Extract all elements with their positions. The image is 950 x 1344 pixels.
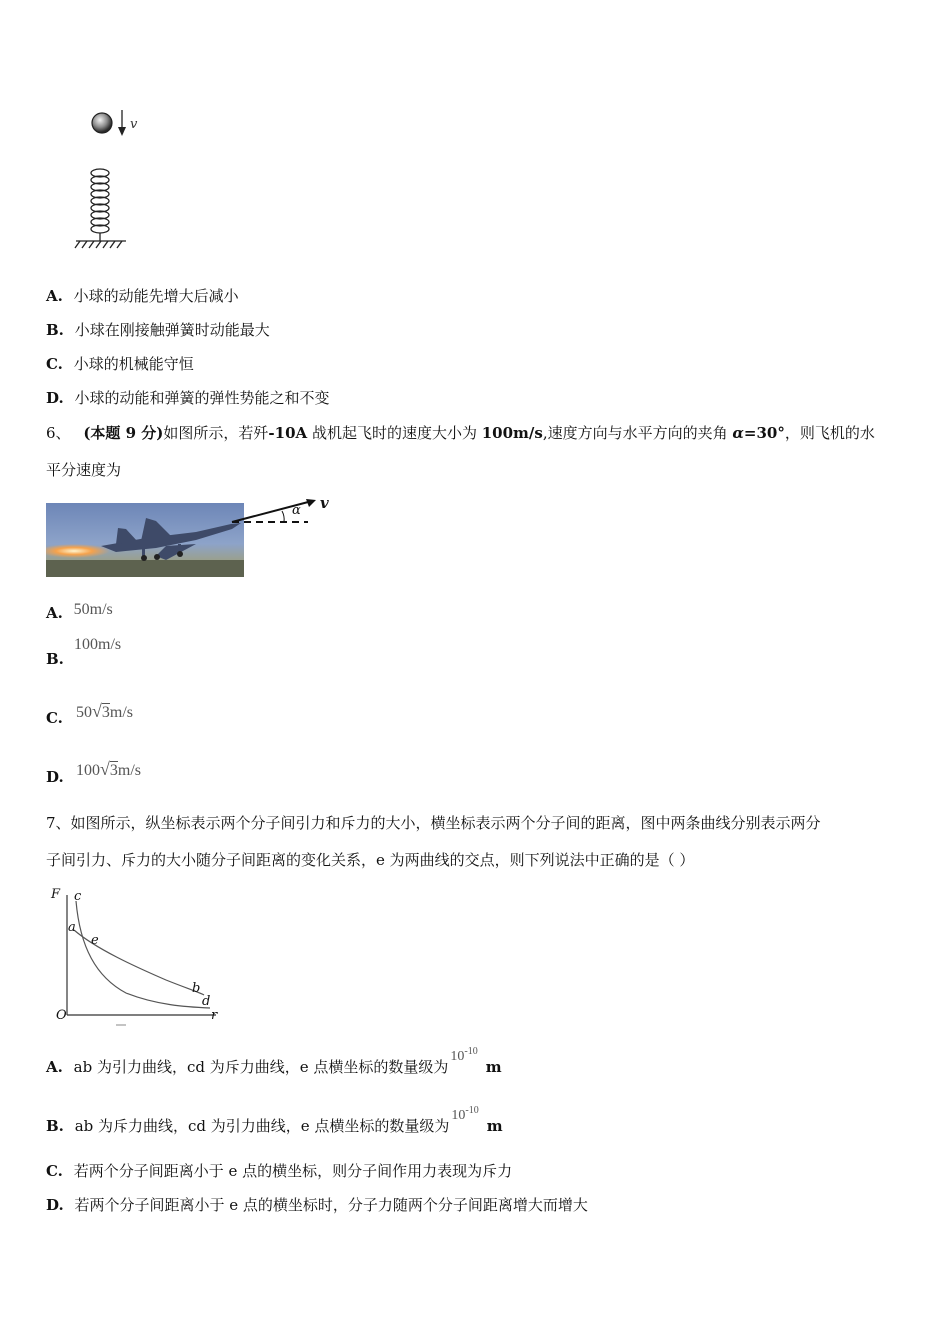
power-exponent: -10 — [464, 1046, 478, 1057]
option-text: 若两个分子间距离小于 e 点的横坐标时，分子力随两个分子间距离增大而增大 — [74, 1196, 588, 1214]
q5-option-b[interactable] — [46, 320, 270, 340]
q6-option-c-letter-row — [46, 708, 63, 728]
label-c: c — [74, 889, 82, 904]
force-curves — [46, 887, 231, 1033]
option-text: 小球的机械能守恒 — [73, 355, 194, 373]
option-unit: m — [485, 1058, 502, 1076]
label-e: e — [91, 933, 99, 948]
option-letter: B. — [46, 321, 64, 339]
option-text: ab 为引力曲线，cd 为斥力曲线，e 点横坐标的数量级为 — [73, 1058, 449, 1076]
sqrt-sign: √ — [100, 759, 110, 779]
q6-option-b-letter-row — [46, 649, 64, 669]
velocity-label: v — [320, 494, 329, 512]
jet-figure — [46, 494, 336, 580]
q7-stem-line2: 子间引力、斥力的大小随分子间距离的变化关系，e 为两曲线的交点，则下列说法中正确的是（ ） — [46, 851, 695, 869]
option-letter: C. — [46, 355, 63, 373]
power-exponent: -10 — [465, 1105, 479, 1116]
power-base: 10 — [450, 1049, 465, 1064]
option-letter: C. — [46, 709, 63, 727]
ball-spring-diagram — [70, 100, 150, 255]
option-unit: m/s — [117, 762, 142, 779]
option-letter: A. — [46, 1058, 63, 1076]
label-b: b — [192, 981, 201, 996]
option-radicand: 3 — [109, 762, 118, 779]
force-distance-graph — [46, 887, 231, 1033]
option-text: 小球的动能先增大后减小 — [73, 287, 239, 305]
option-coef: 50 — [76, 704, 92, 721]
option-coef: 100 — [76, 762, 100, 779]
figure-ball-spring — [70, 100, 150, 255]
option-letter: B. — [46, 1117, 64, 1135]
question-meta: (本题 9 分) — [83, 424, 164, 442]
q5-option-d[interactable] — [46, 388, 330, 408]
sqrt-sign: √ — [92, 701, 102, 721]
option-letter: C. — [46, 1162, 63, 1180]
option-letter: A. — [46, 604, 63, 622]
label-a: a — [68, 920, 76, 935]
q7-option-c[interactable] — [46, 1161, 512, 1181]
question-number: 6、 — [46, 424, 71, 442]
q7-stem-line1: 7、如图所示，纵坐标表示两个分子间引力和斥力的大小，横坐标表示两个分子间的距离，图中两条曲线分别表示两分 — [46, 814, 821, 832]
option-value: 100m/s — [74, 636, 122, 653]
option-letter: A. — [46, 287, 63, 305]
ground — [75, 241, 126, 248]
label-d: d — [202, 994, 211, 1009]
option-radicand: 3 — [101, 704, 110, 721]
label-O: O — [56, 1008, 67, 1023]
option-value: 50m/s — [73, 601, 113, 618]
option-letter: D. — [46, 1196, 64, 1214]
spring — [91, 169, 109, 241]
option-letter: B. — [46, 650, 64, 668]
option-letter: D. — [46, 389, 64, 407]
q7-option-d[interactable] — [46, 1195, 588, 1215]
q6-option-d-letter-row — [46, 767, 64, 787]
q5-option-a[interactable] — [46, 286, 239, 306]
label-r: r — [211, 1008, 218, 1023]
option-unit: m — [486, 1117, 503, 1135]
option-letter: D. — [46, 768, 64, 786]
velocity-label: v — [130, 117, 138, 132]
q6-stem-line1: 6、 (本题 9 分)如图所示，若歼-10A 战机起飞时的速度大小为 100m/s,速度方向与水平方向的夹角 α=30°，则飞机的水 — [46, 424, 875, 442]
q7-option-a[interactable] — [46, 1046, 502, 1082]
power-base: 10 — [451, 1108, 466, 1123]
curve-cd — [76, 901, 210, 1008]
option-text: 小球在刚接触弹簧时动能最大 — [74, 321, 270, 339]
option-text: 小球的动能和弹簧的弹性势能之和不变 — [74, 389, 330, 407]
ball — [92, 113, 112, 133]
angle-label: α — [292, 503, 301, 518]
option-unit: m/s — [109, 704, 134, 721]
q7-option-b[interactable] — [46, 1105, 503, 1141]
q6-option-a[interactable] — [46, 599, 113, 620]
label-F: F — [51, 887, 61, 902]
q6-stem-line2: 平分速度为 — [46, 461, 122, 479]
q5-option-c[interactable] — [46, 354, 194, 374]
option-text: 若两个分子间距离小于 e 点的横坐标，则分子间作用力表现为斥力 — [73, 1162, 513, 1180]
option-text: ab 为斥力曲线，cd 为引力曲线，e 点横坐标的数量级为 — [74, 1117, 450, 1135]
